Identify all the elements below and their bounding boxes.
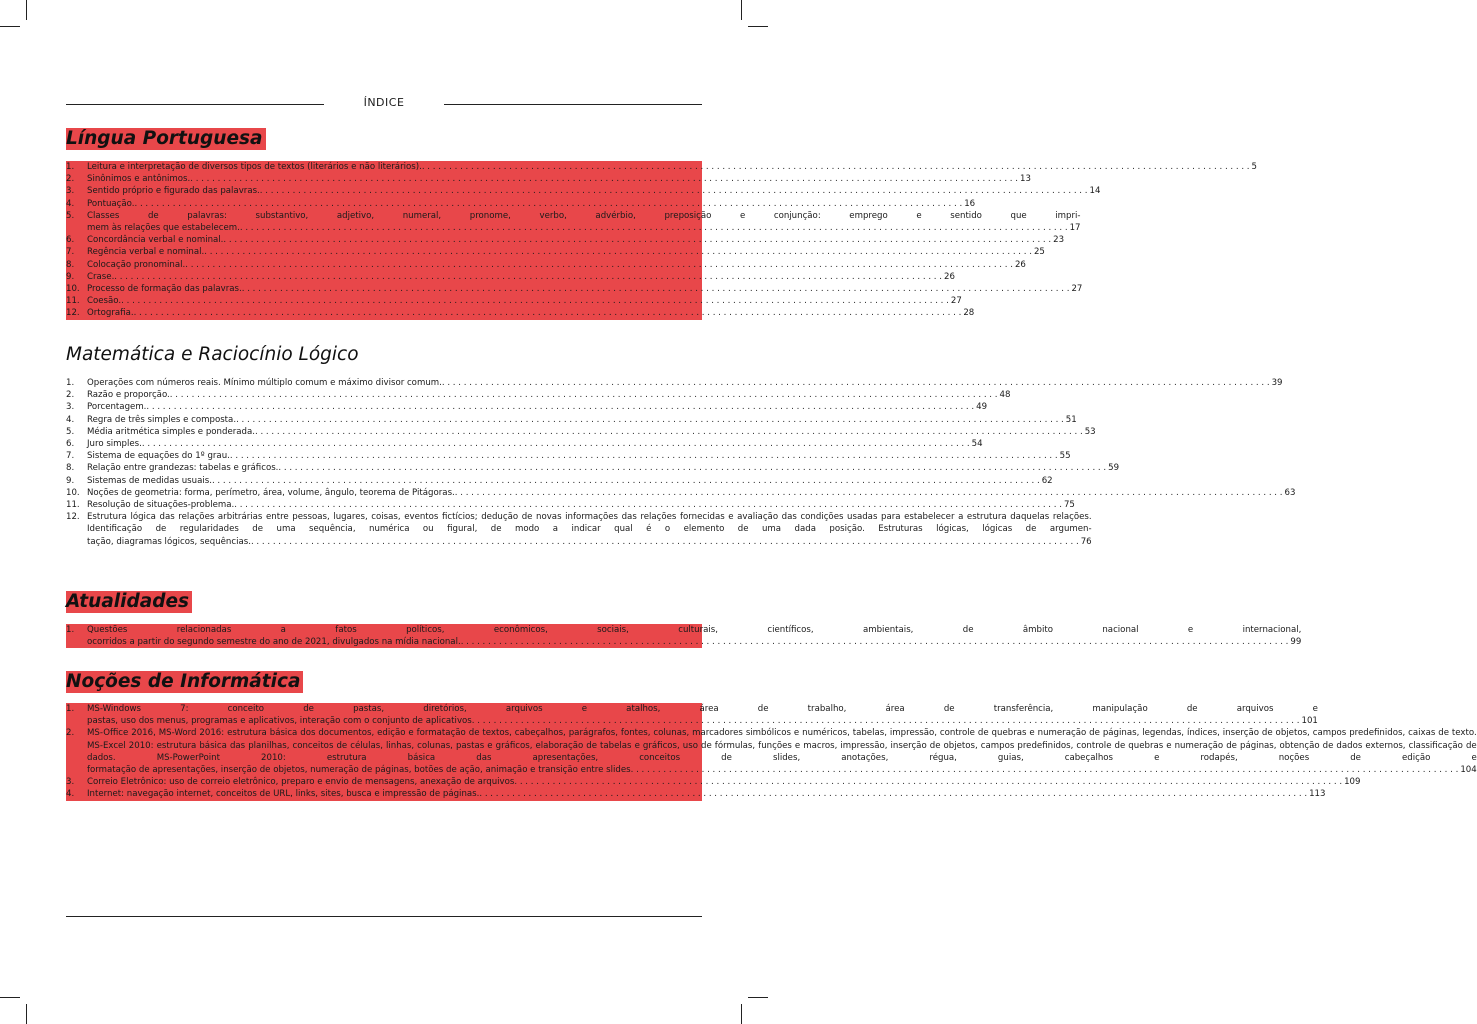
toc-dot-leader <box>242 283 1070 295</box>
toc-item-number: 4. <box>66 414 75 425</box>
toc-item-number: 3. <box>66 777 75 788</box>
toc-item-line <box>87 764 1477 776</box>
toc-item-line <box>87 536 1092 548</box>
toc-item-body <box>87 475 1053 487</box>
toc-item-text-lead: Classes de palavras: substantivo, adjetivo, numeral, pronome, verbo, advérbio, preposição e conjunção: emprego e sentido que impri- <box>87 210 1081 221</box>
toc-item-body <box>87 271 955 283</box>
toc-item <box>66 438 983 450</box>
toc-item-body <box>87 307 974 319</box>
toc-item-number: 5. <box>66 426 75 437</box>
crop-mark-tl-v <box>26 0 27 20</box>
toc-item-body <box>87 776 1361 788</box>
toc-dot-leader <box>631 764 1459 776</box>
toc-item-text: Regência verbal e nominal. <box>87 247 205 258</box>
toc-item-text: Coesão. <box>87 296 122 307</box>
toc-item <box>66 295 962 307</box>
toc-item-text: pastas, uso dos menus, programas e aplicativos, interação com o conjunto de aplicativos <box>87 716 472 727</box>
toc-item-number: 8. <box>66 259 75 270</box>
toc-item-line <box>87 271 955 283</box>
toc-informatica <box>66 703 1477 801</box>
toc-item-page: 13 <box>1019 174 1031 185</box>
toc-item-line <box>87 283 1082 295</box>
toc-atualidades <box>66 624 1302 648</box>
toc-item-number: 7. <box>66 247 75 258</box>
header-rule-right <box>444 104 702 105</box>
toc-item-text: Ortografia. <box>87 308 134 319</box>
toc-item-page: 5 <box>1251 162 1258 172</box>
toc-item-body <box>87 401 987 413</box>
toc-item <box>66 246 1045 258</box>
toc-item-number: 8. <box>66 463 75 474</box>
toc-item-page: 27 <box>1071 284 1083 295</box>
toc-item-page: 54 <box>971 439 983 450</box>
crop-mark-bl-v <box>26 1004 27 1024</box>
toc-item-text: tação, diagramas lógicos, sequências. <box>87 536 251 547</box>
toc-dot-leader <box>461 636 1289 648</box>
crop-mark-br-h <box>748 997 768 998</box>
toc-item <box>66 283 1083 295</box>
toc-item-text: Internet: navegação internet, conceitos de URL, links, sites, busca e impressão de páginas. <box>87 789 480 800</box>
toc-item-line <box>87 198 975 210</box>
toc-item-text: Correio Eletrônico: uso de correio eletrônico, preparo e envio de mensagens, anexação de arquivos <box>87 777 515 788</box>
toc-item-page: 39 <box>1271 378 1283 388</box>
toc-dot-leader <box>278 462 1106 474</box>
toc-item-text: Resolução de situações-problema. <box>87 500 235 511</box>
toc-item-line <box>87 185 1100 197</box>
toc-dot-leader <box>114 271 942 283</box>
toc-dot-leader <box>455 487 1283 499</box>
toc-item <box>66 727 1477 776</box>
toc-item <box>66 198 976 210</box>
toc-item-text: ocorridos a partir do segundo semestre do ano de 2021, divulgados na mídia nacional. <box>87 637 461 648</box>
toc-item-body <box>87 511 1092 548</box>
toc-item-text-lead: Estrutura lógica das relações arbitrárias entre pessoas, lugares, coisas, eventos fictícios; dedução de novas informações das relações fornecidas e avaliação das condições usadas para estabelecer a estrutura daquelas relações. Identificação de regularidades de uma sequência, numérica ou figural, de modo a indicar qual é o elemento de uma dada posição. Estruturas lógicas, lógicas de argumen- <box>87 512 1092 535</box>
toc-item-page: 62 <box>1041 475 1053 486</box>
toc-item-page: 14 <box>1089 186 1101 197</box>
toc-dot-leader <box>472 715 1300 727</box>
toc-dot-leader <box>204 246 1032 258</box>
toc-item-line <box>87 307 974 319</box>
toc-item-page: 51 <box>1065 414 1077 425</box>
toc-item-body <box>87 414 1077 426</box>
toc-item-text: Leitura e interpretação de diversos tipos de textos (literários e não literários). <box>87 162 422 172</box>
footer-rule <box>66 916 702 917</box>
toc-item-line <box>87 222 1081 234</box>
toc-item-text: Pontuação. <box>87 198 135 209</box>
toc-item-page: 113 <box>1309 789 1326 800</box>
crop-mark-tr-h <box>748 26 768 27</box>
toc-item-page: 104 <box>1460 765 1477 776</box>
toc-item-text: Crase. <box>87 271 115 282</box>
toc-item-body <box>87 234 1064 246</box>
toc-item <box>66 389 1011 401</box>
toc-dot-leader <box>135 198 963 210</box>
toc-item-page: 49 <box>976 402 988 413</box>
toc-dot-leader <box>240 222 1068 234</box>
toc-item-line <box>87 499 1075 511</box>
toc-item-line <box>87 788 1326 800</box>
toc-item-page: 59 <box>1108 463 1120 474</box>
toc-item-number: 5. <box>66 210 75 221</box>
section-title-atualidades: Atualidades <box>66 590 192 614</box>
toc-dot-leader <box>230 450 1058 462</box>
crop-mark-tl-h <box>0 26 20 27</box>
toc-item-body <box>87 438 983 450</box>
toc-item-line <box>87 414 1077 426</box>
toc-item-number: 11. <box>66 296 80 307</box>
toc-item <box>66 788 1326 800</box>
toc-item-page: 25 <box>1033 247 1045 258</box>
toc-item <box>66 234 1065 246</box>
toc-item-page: 27 <box>950 296 962 307</box>
toc-item-text: formatação de apresentações, inserção de objetos, numeração de páginas, botões de ação, animação e transição entre slides <box>87 765 631 776</box>
toc-item-page: 28 <box>963 308 975 319</box>
toc-item-page: 48 <box>999 390 1011 401</box>
toc-dot-leader <box>479 788 1307 800</box>
toc-dot-leader <box>251 536 1079 548</box>
toc-item-number: 6. <box>66 439 75 450</box>
toc-item-text: Operações com números reais. Mínimo múltiplo comum e máximo divisor comum. <box>87 378 442 388</box>
toc-dot-leader <box>236 414 1064 426</box>
toc-dot-leader <box>260 185 1088 197</box>
toc-item <box>66 624 1302 648</box>
toc-item-number: 10. <box>66 284 80 295</box>
toc-item-page: 63 <box>1284 487 1296 498</box>
toc-item-page: 23 <box>1053 235 1065 246</box>
toc-item-body <box>87 426 1096 438</box>
toc-item <box>66 414 1077 426</box>
toc-item-text: Regra de três simples e composta. <box>87 414 237 425</box>
toc-item-text: Razão e proporção. <box>87 390 170 401</box>
toc-item-text-lead: Questões relacionadas a fatos políticos, econômicos, sociais, culturais, científicos, ambientais, de âmbito nacional e internacional, <box>87 625 1302 635</box>
toc-item-number: 7. <box>66 451 75 462</box>
toc-item-line <box>87 234 1064 246</box>
toc-item-number: 3. <box>66 186 75 197</box>
toc-item-page: 75 <box>1063 500 1075 511</box>
toc-item-line <box>87 259 1026 271</box>
toc-item-line <box>87 173 1031 185</box>
section-title-informatica: Noções de Informática <box>66 670 303 694</box>
toc-item <box>66 377 1283 389</box>
toc-item-page: 16 <box>964 198 976 209</box>
toc-item <box>66 307 975 319</box>
toc-item <box>66 401 988 413</box>
toc-item <box>66 450 1071 462</box>
toc-item-text: Relação entre grandezas: tabelas e gráficos. <box>87 463 279 474</box>
toc-dot-leader <box>185 259 1013 271</box>
toc-item-body <box>87 246 1045 258</box>
toc-item <box>66 210 1081 234</box>
crop-mark-bl-h <box>0 997 20 998</box>
toc-item <box>66 487 1296 499</box>
toc-dot-leader <box>121 295 949 307</box>
toc-item-body <box>87 450 1071 462</box>
toc-item-page: 109 <box>1344 777 1361 788</box>
toc-item-page: 76 <box>1080 536 1092 547</box>
toc-item-number: 2. <box>66 390 75 401</box>
toc-item-text-lead: MS-Office 2016, MS-Word 2016: estrutura básica dos documentos, edição e formatação de textos, cabeçalhos, parágrafos, fontes, colunas, marcadores simbólicos e numéricos, tabelas, impressão, controle de quebras e numeração de páginas, legendas, índices, inserção de objetos, campos predefinidos, caixas de texto. MS-Excel 2010: estrutura básica das planilhas, conceitos de células, linhas, colunas, pastas e gráficos, elaboração de tabelas e gráficos, uso de fórmulas, funções e macros, impressão, inserção de objetos, campos predefinidos, controle de quebras e numeração de páginas, obtenção de dados externos, classificação de dados. MS-PowerPoint 2010: estrutura básica das apresentações, conceitos de slides, anotações, régua, guias, cabeçalhos e rodapés, noções de edição e <box>87 728 1477 763</box>
toc-item <box>66 776 1361 788</box>
toc-item-number: 1. <box>66 378 75 388</box>
toc-item-text: Concordância verbal e nominal. <box>87 235 224 246</box>
toc-item-body <box>87 161 1257 173</box>
toc-item-body <box>87 259 1026 271</box>
toc-item-body <box>87 389 1010 401</box>
toc-dot-leader <box>514 776 1342 788</box>
toc-item-body <box>87 295 962 307</box>
toc-dot-leader <box>212 475 1040 487</box>
toc-item-number: 11. <box>66 500 80 511</box>
toc-item-number: 9. <box>66 271 75 282</box>
toc-item <box>66 173 1031 185</box>
toc-item-number: 1. <box>66 625 75 635</box>
toc-dot-leader <box>422 161 1250 173</box>
toc-item-page: 17 <box>1069 223 1081 234</box>
toc-item-number: 9. <box>66 475 75 486</box>
toc-item-text: Processo de formação das palavras. <box>87 284 242 295</box>
toc-item-body <box>87 462 1119 474</box>
toc-item-line <box>87 377 1283 389</box>
toc-item <box>66 185 1101 197</box>
toc-item-body <box>87 727 1477 776</box>
toc-item-text-lead: MS-Windows 7: conceito de pastas, diretórios, arquivos e atalhos, área de trabalho, área de transferência, manipulação de arquivos e <box>87 704 1318 714</box>
header-rule-left <box>66 104 324 105</box>
toc-item-line <box>87 401 987 413</box>
toc-lingua-portuguesa <box>66 161 1258 320</box>
toc-item-number: 2. <box>66 174 75 185</box>
toc-item-page: 55 <box>1059 451 1071 462</box>
toc-item-body <box>87 198 975 210</box>
toc-item-line <box>87 450 1071 462</box>
toc-item-text: Sinônimos e antônimos. <box>87 174 191 185</box>
toc-item-text: Noções de geometria: forma, perímetro, área, volume, ângulo, teorema de Pitágoras. <box>87 487 455 498</box>
toc-dot-leader <box>190 173 1018 185</box>
toc-item-text: Colocação pronominal. <box>87 259 186 270</box>
toc-item-number: 1. <box>66 162 75 172</box>
toc-item-line <box>87 462 1119 474</box>
toc-item-number: 12. <box>66 308 80 319</box>
toc-item <box>66 703 1318 727</box>
toc-item-line <box>87 295 962 307</box>
toc-item-line <box>87 246 1045 258</box>
toc-item <box>66 462 1120 474</box>
toc-dot-leader <box>223 234 1051 246</box>
toc-item-body <box>87 487 1295 499</box>
toc-dot-leader <box>255 426 1083 438</box>
toc-item <box>66 271 955 283</box>
toc-item-number: 10. <box>66 487 80 498</box>
toc-item-text: Média aritmética simples e ponderada. <box>87 426 255 437</box>
toc-item <box>66 511 1092 548</box>
toc-item-number: 4. <box>66 789 75 800</box>
toc-item-text: Porcentagem. <box>87 402 147 413</box>
toc-item-body <box>87 499 1075 511</box>
toc-item-text: Juro simples. <box>87 439 142 450</box>
toc-item-body <box>87 377 1283 389</box>
toc-item <box>66 475 1053 487</box>
toc-item-number: 1. <box>66 704 75 714</box>
crop-mark-br-v <box>741 1004 742 1024</box>
toc-item-line <box>87 161 1257 173</box>
toc-item-number: 4. <box>66 198 75 209</box>
toc-item <box>66 161 1258 173</box>
toc-item-line <box>87 776 1361 788</box>
toc-item-body <box>87 788 1326 800</box>
toc-item-page: 99 <box>1290 637 1302 648</box>
crop-mark-tr-v <box>741 0 742 20</box>
toc-item-text: Sistemas de medidas usuais. <box>87 475 212 486</box>
toc-item-text: Sistema de equações do 1º grau. <box>87 451 230 462</box>
toc-item-line <box>87 636 1301 648</box>
toc-item-body <box>87 283 1082 295</box>
toc-dot-leader <box>134 307 962 319</box>
toc-item-body <box>87 624 1301 648</box>
toc-item-page: 53 <box>1084 426 1096 437</box>
toc-dot-leader <box>234 499 1062 511</box>
toc-item-line <box>87 389 1010 401</box>
toc-item-page: 26 <box>1014 259 1026 270</box>
toc-item <box>66 426 1096 438</box>
toc-item-body <box>87 703 1318 727</box>
toc-item-line <box>87 426 1096 438</box>
toc-item-line <box>87 487 1295 499</box>
toc-item-page: 101 <box>1301 716 1318 727</box>
toc-item-number: 2. <box>66 728 75 739</box>
toc-item-page: 26 <box>944 271 955 282</box>
toc-dot-leader <box>146 401 974 413</box>
toc-item-body <box>87 185 1100 197</box>
toc-item-text: Sentido próprio e figurado das palavras. <box>87 186 260 197</box>
toc-item <box>66 499 1075 511</box>
section-title-matematica: Matemática e Raciocínio Lógico <box>66 344 359 365</box>
toc-item-text: mem às relações que estabelecem. <box>87 223 240 234</box>
toc-item-line <box>87 438 983 450</box>
toc-item <box>66 259 1026 271</box>
toc-item-body <box>87 210 1081 234</box>
page-title: ÍNDICE <box>363 96 405 109</box>
toc-dot-leader <box>170 389 998 401</box>
toc-item-body <box>87 173 1031 185</box>
toc-item-line <box>87 475 1053 487</box>
toc-matematica <box>66 377 1296 548</box>
section-title-lingua-portuguesa: Língua Portuguesa <box>66 127 266 151</box>
toc-item-number: 6. <box>66 235 75 246</box>
toc-item-number: 3. <box>66 402 75 413</box>
toc-dot-leader <box>142 438 970 450</box>
toc-item-number: 12. <box>66 512 80 523</box>
toc-item-line <box>87 715 1318 727</box>
toc-dot-leader <box>442 377 1270 389</box>
